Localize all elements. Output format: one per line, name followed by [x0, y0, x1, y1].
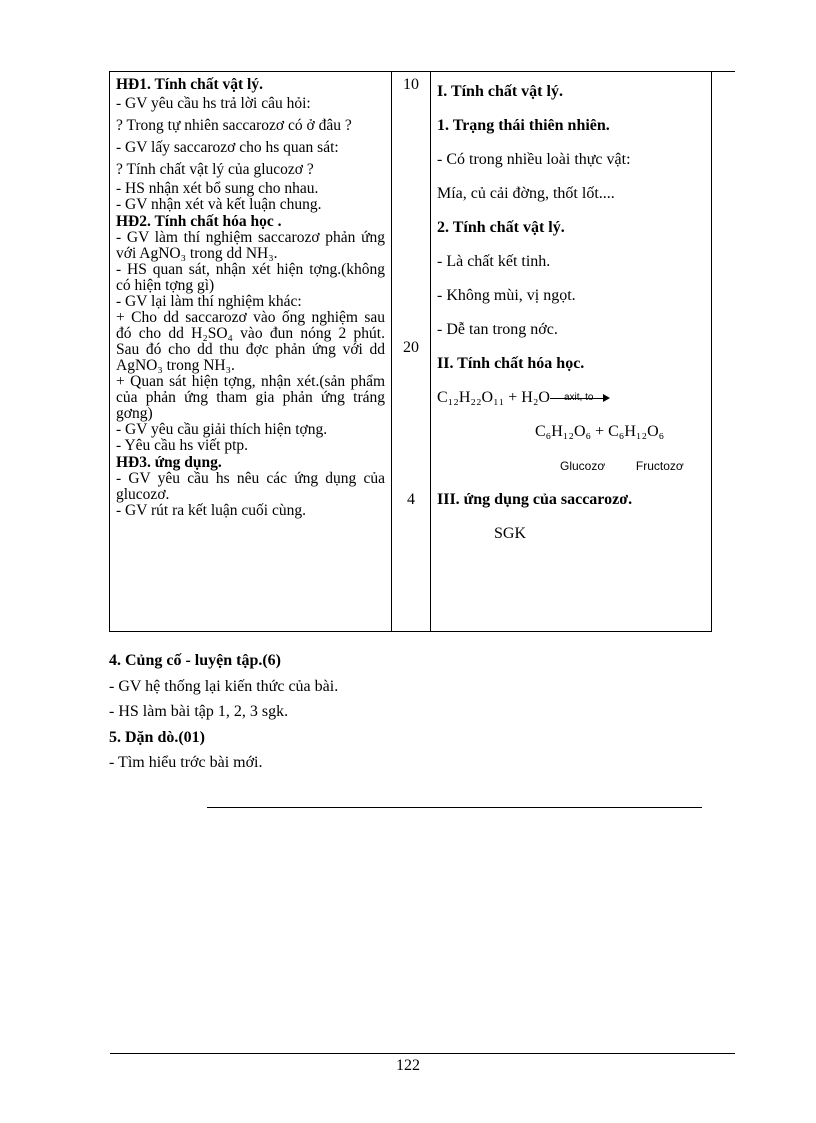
activity-line: - GV yêu cầu hs trả lời câu hỏi:	[116, 95, 311, 112]
time-hd3: 4	[407, 491, 415, 508]
content-line: - Không mùi, vị ngọt.	[437, 287, 576, 304]
activity-line: - GV làm thí nghiệm saccarozơ phản ứng với AgNO₃ trong dd NH₃.	[116, 229, 385, 262]
product-name-glucose: Glucozơ	[560, 459, 606, 473]
hd2-title: HĐ2. Tính chất hóa học .	[116, 213, 282, 230]
text-line: - GV hệ thống lại kiến thức của bài.	[109, 677, 339, 695]
product-name-fructose: Fructozơ	[635, 459, 684, 473]
section-1-title: I. Tính chất vật lý.	[437, 83, 563, 100]
content-line: - Dễ tan trong nớc.	[437, 321, 558, 338]
time-column	[392, 72, 431, 631]
reaction-condition: axit, to	[563, 392, 594, 404]
activity-line: - GV rút ra kết luận cuối cùng.	[116, 502, 306, 519]
section-2-title: II. Tính chất hóa học.	[437, 355, 585, 372]
content-line: Mía, củ cải đờng, thốt lốt....	[437, 185, 615, 202]
equation-left: C₁₂H₂₂O₁₁ + H₂O	[437, 389, 550, 406]
page-number: 122	[396, 1057, 420, 1074]
section-3-title: III. ứng dụng của saccarozơ.	[437, 491, 633, 508]
equation-reactants	[437, 381, 705, 415]
subsection-1-2-title: 2. Tính chất vật lý.	[437, 219, 565, 236]
activity-line: - GV yêu cầu giải thích hiện tợng.	[116, 421, 328, 438]
hd3-title: HĐ3. ứng dụng.	[116, 454, 222, 471]
activity-line: ? Trong tự nhiên saccarozơ có ở đâu ?	[116, 117, 352, 134]
activity-line: ? Tính chất vật lý của glucozơ ?	[116, 161, 314, 178]
content-column	[431, 72, 711, 631]
equation-products	[437, 415, 705, 449]
activity-line: - GV lại làm thí nghiệm khác:	[116, 293, 302, 310]
time-hd1: 10	[403, 76, 419, 93]
text-line: - HS làm bài tập 1, 2, 3 sgk.	[109, 703, 289, 720]
heading-4: 4. Củng cố - luyện tập.(6)	[109, 652, 282, 669]
product-names	[437, 449, 705, 483]
activity-line: - GV nhận xét và kết luận chung.	[116, 196, 322, 213]
activity-line: - GV lấy saccarozơ cho hs quan sát:	[116, 139, 339, 156]
activity-line: - Yêu cầu hs viết ptp.	[116, 437, 248, 454]
activities-column	[110, 72, 392, 631]
section-divider	[207, 807, 702, 808]
equation-right: C₆H₁₂O₆ + C₆H₁₂O₆	[535, 423, 665, 440]
content-line: - Là chất kết tinh.	[437, 253, 551, 270]
footer-rule	[110, 1053, 735, 1054]
hd1-title: HĐ1. Tính chất vật lý.	[116, 76, 263, 93]
heading-5: 5. Dặn dò.(01)	[109, 728, 206, 746]
activity-line: + Cho dd saccarozơ vào ống nghiệm sau đó cho dd H₂SO₄ vào đun nóng 2 phút. Sau đó cho dd thu đợc phản ứng với dd AgNO₃ trong NH₃.	[116, 309, 385, 374]
time-hd2: 20	[403, 339, 419, 356]
lesson-table	[109, 71, 712, 632]
activity-line: + Quan sát hiện tợng, nhận xét.(sản phẩm của phản ứng tham gia phản ứng tráng gơng)	[116, 373, 385, 422]
activity-line: - GV yêu cầu hs nêu các ứng dụng của glucozơ.	[116, 470, 385, 503]
content-line: - Có trong nhiều loài thực vật:	[437, 151, 631, 168]
post-table-section	[109, 648, 709, 776]
content-line: SGK	[494, 525, 527, 542]
subsection-1-1-title: 1. Trạng thái thiên nhiên.	[437, 117, 610, 134]
activity-line: - HS nhận xét bổ sung cho nhau.	[116, 180, 319, 197]
activity-line: - HS quan sát, nhận xét hiện tợng.(không có hiện tợng gì)	[116, 261, 385, 294]
text-line: - Tìm hiểu trớc bài mới.	[109, 754, 263, 771]
reaction-arrow-icon	[550, 393, 610, 403]
